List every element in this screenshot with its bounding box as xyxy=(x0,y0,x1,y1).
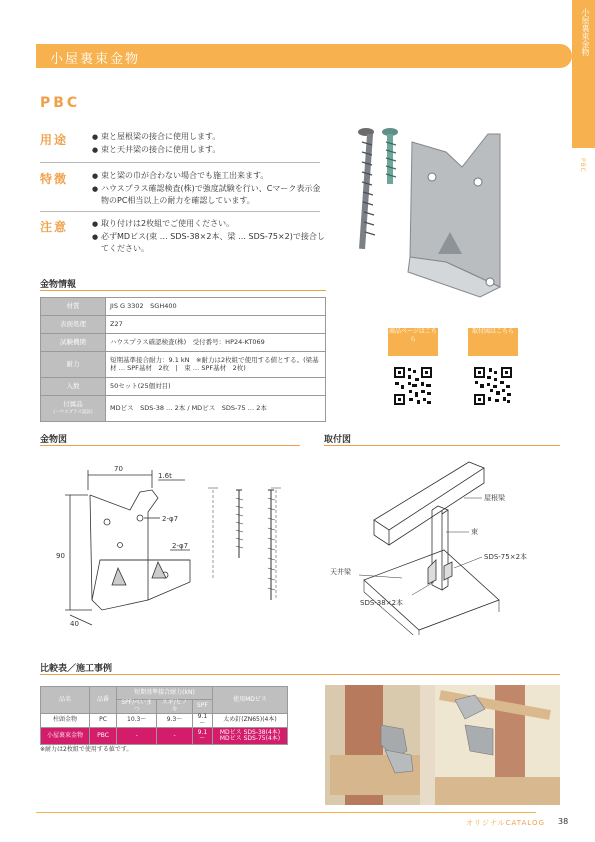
table-row xyxy=(41,396,326,422)
product-code: PBC xyxy=(40,95,81,111)
dim-height: 90 xyxy=(56,552,65,560)
col-header: スギ/ヒノキ xyxy=(157,700,192,714)
info-heading-rule xyxy=(40,290,326,291)
spec-key: 表面処理 xyxy=(41,316,106,334)
dim-depth: 40 xyxy=(70,620,79,628)
table-row xyxy=(41,378,326,396)
dim-hole2: 2-φ7 xyxy=(172,542,189,550)
side-product-label: PBC xyxy=(579,158,586,173)
spec-value: Z27 xyxy=(106,316,326,334)
cell: - xyxy=(157,728,192,745)
notes-item: ● 必ずMDビス(束 … SDS-38×2本、梁 … SDS-75×2)で接合してください。 xyxy=(92,231,328,256)
divider xyxy=(40,162,320,163)
info-heading: 金物情報 xyxy=(40,280,77,290)
col-group-header: 短期基準接合耐力(kN) xyxy=(117,687,213,700)
side-tab-label: 小屋裏束金物 xyxy=(581,8,590,56)
spec-value: 短期基準接合耐力：9.1 kN ※耐力は2枚組で使用する値とする。(梁基材 … SPF基材 2枚 | 束 … SPF基材 2枚) xyxy=(106,352,326,378)
features-item: ● 束と梁の巾が合わない場合でも施工出来ます。 xyxy=(92,170,328,183)
install-heading-rule xyxy=(324,445,560,446)
cell: 9.1～ xyxy=(192,728,212,745)
spec-key: 試験機関 xyxy=(41,334,106,352)
page-title: 小屋裏束金物 xyxy=(50,52,141,67)
col-header: SPF/べいまつ xyxy=(117,700,157,714)
table-row xyxy=(41,714,288,728)
install-label-beam: 屋根梁 xyxy=(484,494,505,502)
case-photo xyxy=(325,685,560,805)
page-number: 38 xyxy=(558,817,569,826)
table-row xyxy=(41,298,326,316)
compare-note: ※耐力は2枚組で使用する値です。 xyxy=(40,746,133,753)
install-label-screw75: SDS-75×2本 xyxy=(484,553,528,561)
cell: PC xyxy=(90,714,117,728)
qr-code-icon[interactable] xyxy=(393,366,433,406)
screw-long-image xyxy=(358,128,375,249)
cell: 太め釘(ZN65)(4本) xyxy=(213,714,288,728)
qr-code-icon[interactable] xyxy=(473,366,513,406)
install-label-ceiling: 天井梁 xyxy=(330,568,351,576)
product-photo xyxy=(350,122,510,307)
spec-value: MDビス SDS-38 … 2本 / MDビス SDS-75 … 2本 xyxy=(106,396,326,422)
spec-table xyxy=(40,297,326,422)
divider xyxy=(40,211,320,212)
spec-key: 入数 xyxy=(41,378,106,396)
drawing-heading-rule xyxy=(40,445,300,446)
spec-value: JIS G 3302 SGH400 xyxy=(106,298,326,316)
cell: - xyxy=(117,728,157,745)
cell: 柱頭金物 xyxy=(41,714,90,728)
col-header: SPF xyxy=(192,700,212,714)
features-item: ● ハウスプラス確認検査(株)で強度試験を行い、Cマーク表示金物のPC相当以上の耐力を確認しています。 xyxy=(92,183,328,208)
notes-label: 注意 xyxy=(40,220,69,234)
spec-key-sub: (ハウスプラス認証) xyxy=(53,410,93,415)
usage-item: ● 束と屋根梁の接合に使用します。 xyxy=(92,131,328,144)
cell: MDビス SDS-38(4本) MDビス SDS-75(4本) xyxy=(213,728,288,745)
spec-key xyxy=(41,396,106,422)
usage-list xyxy=(92,131,328,156)
install-heading: 取付図 xyxy=(324,435,352,445)
cell: 9.3～ xyxy=(157,714,192,728)
col-header: 品番 xyxy=(90,687,117,714)
screw-short-image xyxy=(382,128,398,184)
compare-heading: 比較表／施工事例 xyxy=(40,664,113,674)
footer-rule xyxy=(36,812,536,813)
table-row xyxy=(41,334,326,352)
compare-table xyxy=(40,686,288,745)
drawing-heading: 金物図 xyxy=(40,435,68,445)
cell: PBC xyxy=(90,728,117,745)
features-list xyxy=(92,170,328,208)
features-label: 特徴 xyxy=(40,172,69,186)
notes-list xyxy=(92,218,328,256)
qr-label-product[interactable]: 商品ページはこちら xyxy=(388,328,438,356)
usage-item: ● 束と天井梁の接合に使用します。 xyxy=(92,144,328,157)
dim-width: 70 xyxy=(114,465,123,473)
footer-catalog: オリジナルCATALOG xyxy=(466,819,545,827)
col-header: 品名 xyxy=(41,687,90,714)
table-row xyxy=(41,316,326,334)
compare-heading-rule xyxy=(40,674,560,675)
spec-key: 材質 xyxy=(41,298,106,316)
spec-key: 耐力 xyxy=(41,352,106,378)
spec-value: ハウスプラス確認検査(株) 受付番号：HP24-KT069 xyxy=(106,334,326,352)
usage-label: 用途 xyxy=(40,133,69,147)
qr-label-movie[interactable]: 取付図はこちら xyxy=(468,328,518,356)
table-row xyxy=(41,687,288,700)
spec-key-text: 付属品 xyxy=(63,399,83,408)
install-diagram xyxy=(324,450,560,635)
spec-value: 50セット(25個対目) xyxy=(106,378,326,396)
cell: 9.1～ xyxy=(192,714,212,728)
cell: 小屋裏束金物 xyxy=(41,728,90,745)
cell: 10.3～ xyxy=(117,714,157,728)
install-label-post: 束 xyxy=(471,528,478,536)
dim-hole1: 2-φ7 xyxy=(162,515,179,523)
bracket-drawing xyxy=(40,450,310,630)
bracket-image xyxy=(408,134,500,297)
col-header: 使用MDビス xyxy=(213,687,288,714)
dim-thickness: 1.6t xyxy=(158,472,172,480)
notes-item: ● 取り付けは2枚組でご使用ください。 xyxy=(92,218,328,231)
table-row xyxy=(41,352,326,378)
install-label-screw38: SDS-38×2本 xyxy=(360,599,404,607)
table-row xyxy=(41,728,288,745)
